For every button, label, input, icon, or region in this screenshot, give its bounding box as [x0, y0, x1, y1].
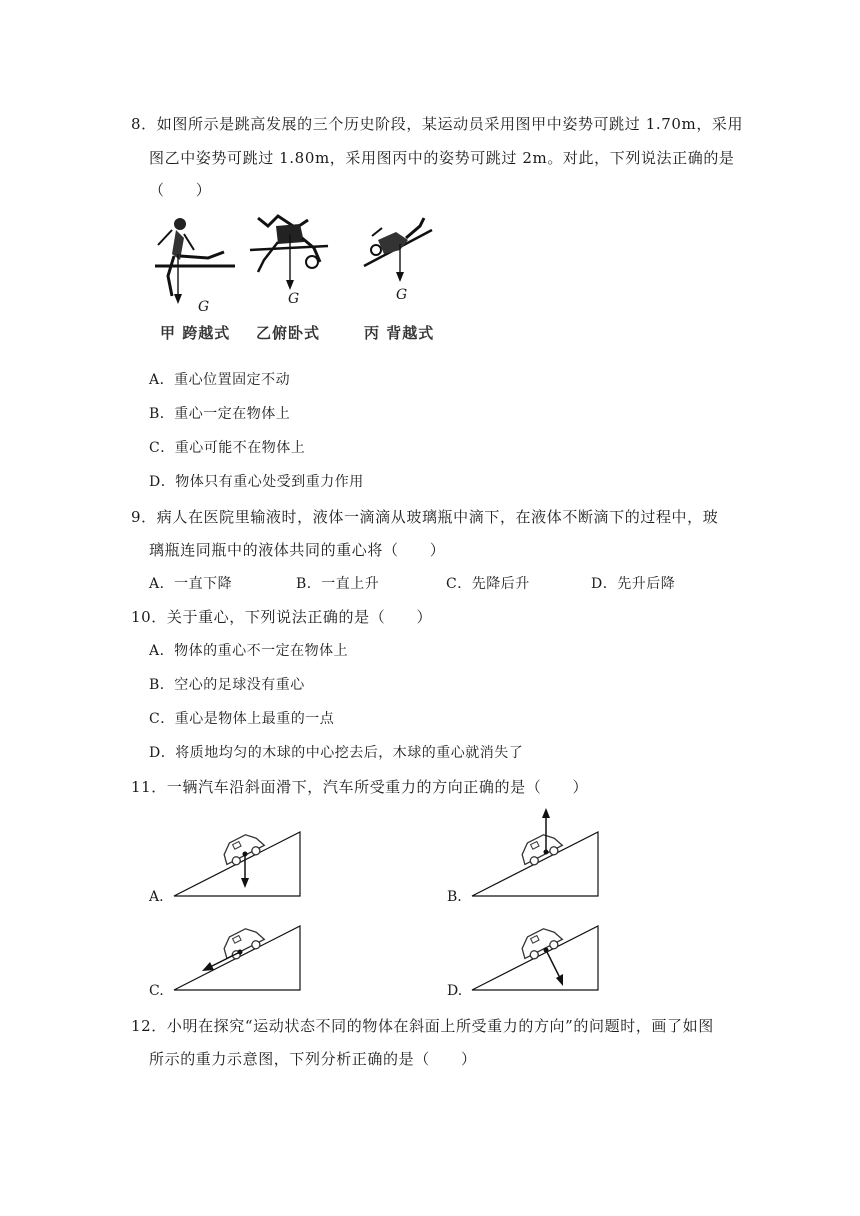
- q10-option-a: A．物体的重心不一定在物体上: [149, 643, 349, 659]
- gravity-label-fosbury: G: [396, 287, 408, 303]
- q11-label-b: B.: [447, 889, 462, 905]
- q9-option-a: A．一直下降: [149, 576, 233, 592]
- q8-line-2: 图乙中姿势可跳过 1.80m，采用图丙中的姿势可跳过 2m。对此，下列说法正确的是: [149, 149, 735, 167]
- q10-option-c: C．重心是物体上最重的一点: [149, 711, 335, 727]
- q10-line-1: 10．关于重心，下列说法正确的是（ ）: [131, 608, 433, 626]
- q8-option-a: A．重心位置固定不动: [149, 372, 291, 388]
- caption-straddle: 乙俯卧式: [256, 324, 321, 342]
- q11-line-1: 11．一辆汽车沿斜面滑下，汽车所受重力的方向正确的是（ ）: [131, 778, 589, 796]
- q11-label-d: D.: [447, 983, 463, 999]
- car-on-slope-option-b: [470, 806, 610, 900]
- q9-line-2: 璃瓶连同瓶中的液体共同的重心将（ ）: [149, 541, 446, 559]
- q12-line-1: 12．小明在探究“运动状态不同的物体在斜面上所受重力的方向”的问题时，画了如图: [131, 1017, 714, 1035]
- gravity-label-scissors: G: [198, 299, 210, 315]
- q9-option-d: D．先升后降: [591, 576, 676, 592]
- q10-option-d: D．将质地均匀的木球的中心挖去后，木球的重心就消失了: [149, 745, 524, 761]
- q8-line-3: （ ）: [149, 181, 212, 199]
- q9-line-1: 9．病人在医院里输液时，液体一滴滴从玻璃瓶中滴下，在液体不断滴下的过程中，玻: [131, 508, 719, 526]
- q8-option-c: C．重心可能不在物体上: [149, 440, 306, 456]
- q9-option-b: B．一直上升: [296, 576, 380, 592]
- q11-label-c: C.: [149, 983, 164, 999]
- scissors-jump-illustration: [150, 210, 240, 310]
- q11-label-a: A.: [149, 889, 164, 905]
- high-jump-figure: [150, 210, 440, 345]
- q8-option-d: D．物体只有重心处受到重力作用: [149, 474, 364, 490]
- q8-line-1: 8．如图所示是跳高发展的三个历史阶段，某运动员采用图甲中姿势可跳过 1.70m，采用: [131, 115, 744, 133]
- q10-option-b: B．空心的足球没有重心: [149, 677, 305, 693]
- car-on-slope-option-c: [172, 914, 312, 994]
- caption-fosbury: 丙 背越式: [364, 324, 435, 342]
- caption-scissors: 甲 跨越式: [160, 324, 231, 342]
- q12-line-2: 所示的重力示意图，下列分析正确的是（ ）: [149, 1050, 477, 1068]
- gravity-label-straddle: G: [288, 291, 300, 307]
- q9-option-c: C．先降后升: [446, 576, 530, 592]
- q8-option-b: B．重心一定在物体上: [149, 406, 291, 422]
- car-on-slope-option-d: [470, 914, 610, 994]
- car-on-slope-option-a: [172, 820, 312, 900]
